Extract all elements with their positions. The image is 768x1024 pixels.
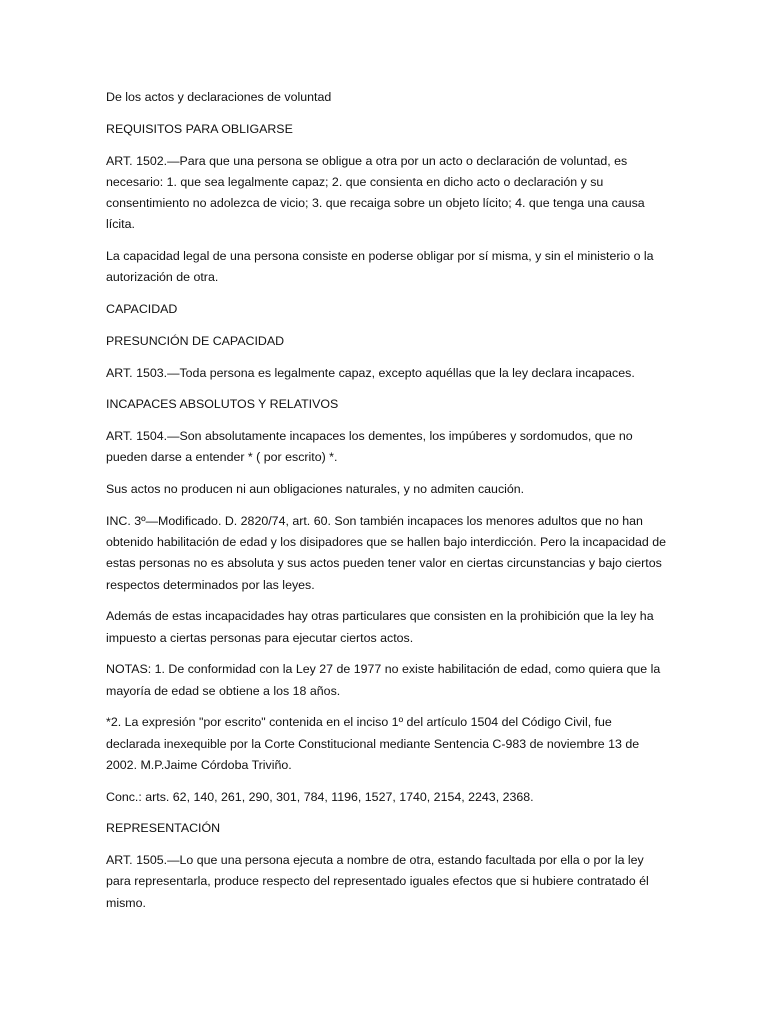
section-title: De los actos y declaraciones de voluntad [106,90,332,104]
article-1503: ART. 1503.—Toda persona es legalmente capaz, excepto aquéllas que la ley declara incapaces. [106,365,635,380]
paragraph-otras-incapacidades: Además de estas incapacidades hay otras particulares que consisten en la prohibición que la ley ha impuesto a ciertas personas para ejecutar ciertos actos. [106,609,654,645]
article-1504: ART. 1504.—Son absolutamente incapaces los dementes, los impúberes y sordomudos, que no pueden darse a entender * ( por escrito) *. [106,429,633,465]
heading-incapaces: INCAPACES ABSOLUTOS Y RELATIVOS [106,397,339,412]
heading-representacion: REPRESENTACIÓN [106,821,221,836]
article-1502: ART. 1502.—Para que una persona se obligue a otra por un acto o declaración de voluntad, es necesario: 1. que sea legalmente capaz; 2. que consienta en dicho acto o declaración y su consentimiento no adolezca de vicio; 3. que recaiga sobre un objeto lícito; 4. que tenga una causa lícita. [106,153,645,232]
note-2: *2. La expresión "por escrito" contenida en el inciso 1º del artículo 1504 del Código Civil, fue declarada inexequible por la Corte Constitucional mediante Sentencia C-983 de noviembre 13 de 2002. M.P.Jaime Córdoba Triviño. [106,715,640,772]
concordances: Conc.: arts. 62, 140, 261, 290, 301, 784, 1196, 1527, 1740, 2154, 2243, 2368. [106,789,534,804]
article-1505: ART. 1505.—Lo que una persona ejecuta a nombre de otra, estando facultada por ella o por la ley para representarla, produce respecto del representado iguales efectos que si hubiere contratado él mismo. [106,853,649,910]
heading-requisitos: REQUISITOS PARA OBLIGARSE [106,121,293,136]
heading-capacidad: CAPACIDAD [106,302,178,316]
heading-presuncion: PRESUNCIÓN DE CAPACIDAD [106,333,285,348]
paragraph-sus-actos: Sus actos no producen ni aun obligaciones naturales, y no admiten caución. [106,482,525,497]
paragraph-inciso-3: INC. 3º—Modificado. D. 2820/74, art. 60. Son también incapaces los menores adultos que no han obtenido habilitación de edad y los disipadores que se hallen bajo interdicción. Pero la incapacidad de estas personas no es absoluta y sus actos pueden tener valor en ciertas circunstancias y bajo ciertos respectos determinados por las leyes. [106,513,667,592]
note-1: NOTAS: 1. De conformidad con la Ley 27 de 1977 no existe habilitación de edad, como quiera que la mayoría de edad se obtiene a los 18 años. [106,662,661,698]
paragraph-capacidad-legal: La capacidad legal de una persona consiste en poderse obligar por sí misma, y sin el ministerio o la autorización de otra. [106,249,654,285]
